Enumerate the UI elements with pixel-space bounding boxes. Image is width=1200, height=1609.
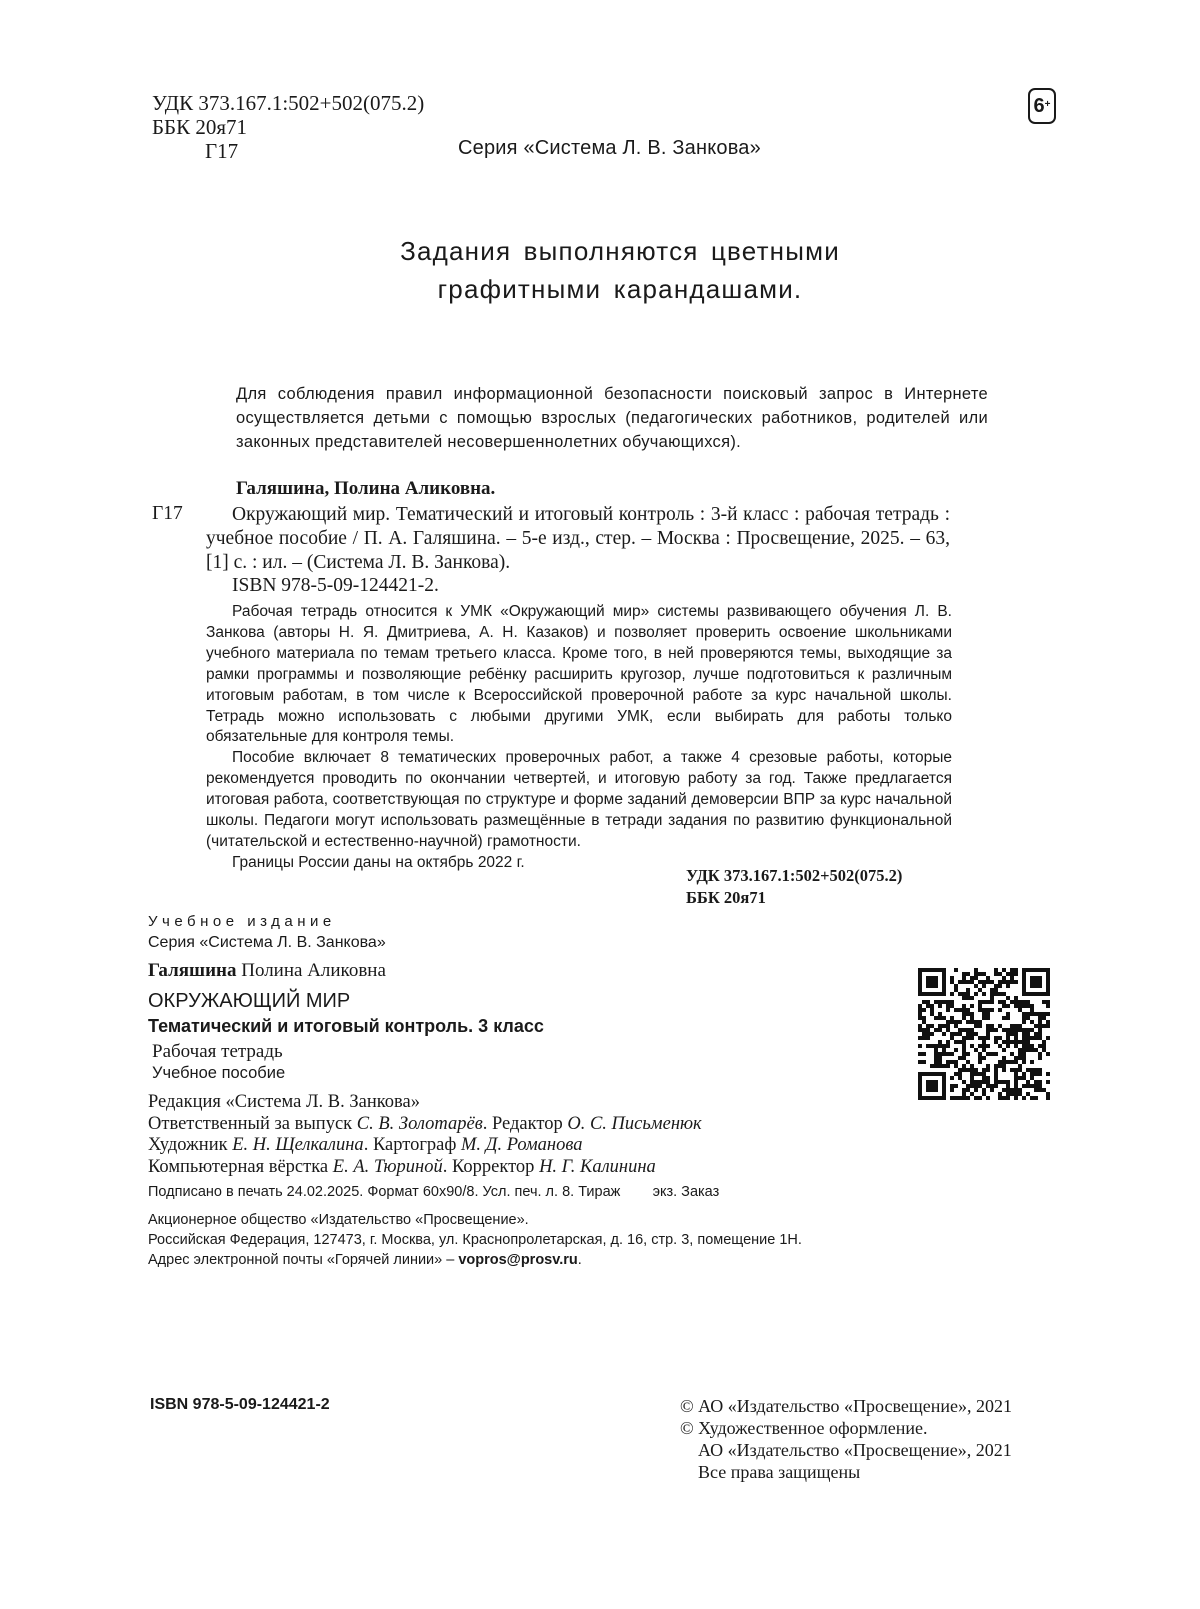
book-subtitle: Тематический и итоговый контроль. 3 класс xyxy=(148,1016,544,1036)
abstract-paragraph-3: Границы России даны на октябрь 2022 г. xyxy=(232,853,525,871)
abstract-paragraph-1: Рабочая тетрадь относится к УМК «Окружающий мир» системы развивающего обучения Л. В. Занкова (авторы Н. Я. Дмитриева, А. Н. Казаков) и позволяет проверить освоение школьниками учебного материала по темам третьего класса. Кроме того, в ней проверяются темы, выходящие за рамки программы и позволяющие ребёнку расширить кругозор, лучше подготовиться к различным итоговым работам, в том числе к Всероссийской проверочной работе за курс начальной школы. Тетрадь можно использовать с любыми другими УМК, если выбирать для работы только обязательные для контроля темы. xyxy=(206,603,952,746)
internet-safety-text: Для соблюдения правил информационной безопасности поисковый запрос в Интернете осуществляется детьми с помощью взрослых (педагогических работников, родителей или законных представителей несовершеннолетних обучающихся). xyxy=(236,385,988,451)
imprint-author-name: Полина Аликовна xyxy=(236,960,386,981)
hotline-end: . xyxy=(577,1252,582,1268)
credits-role: . Корректор xyxy=(442,1156,540,1177)
book-title: ОКРУЖАЮЩИЙ МИР xyxy=(148,990,351,1012)
age-rating-badge xyxy=(1028,88,1056,124)
book-type: Рабочая тетрадь xyxy=(152,1041,283,1062)
bbk-right: ББК 20я71 xyxy=(686,888,766,907)
hotline-email[interactable]: vopros@prosv.ru xyxy=(458,1252,578,1268)
rights-reserved: Все права защищены xyxy=(698,1462,861,1482)
edition-type: Учебное издание xyxy=(148,913,336,930)
credits-role: Ответственный за выпуск xyxy=(148,1113,357,1134)
credits-person: Н. Г. Калинина xyxy=(539,1156,656,1177)
credits-role: . Редактор xyxy=(482,1113,568,1134)
udk-code: УДК 373.167.1:502+502(075.2) xyxy=(152,91,425,115)
credits-person: Е. Н. Щелкалина xyxy=(232,1135,364,1155)
imprint-author xyxy=(148,960,386,982)
credits-person: Е. А. Тюриной xyxy=(332,1156,443,1177)
book-type-secondary: Учебное пособие xyxy=(152,1064,286,1082)
abstract xyxy=(206,602,952,874)
abstract-paragraph-2: Пособие включает 8 тематических проверочных работ, а также 4 срезовые работы, которые рекомендуется проводить по окончании четвертей, и итоговую работу за год. Также предлагается итоговая работа, соответствующая по структуре и форме заданий демоверсии ВПР за курс начальной школы. Педагоги могут использовать размещённые в тетради задания по развитию функциональной (читательской и естественно-научной) грамотности. xyxy=(206,749,952,850)
author-mark: Г17 xyxy=(205,139,239,163)
copyright-line-1: © АО «Издательство «Просвещение», 2021 xyxy=(680,1396,1012,1416)
udk-right-block xyxy=(686,865,902,909)
credits-editorial: Редакция «Система Л. В. Занкова» xyxy=(148,1092,420,1112)
udk-right: УДК 373.167.1:502+502(075.2) xyxy=(686,866,903,885)
publisher-address: Российская Федерация, 127473, г. Москва, ул. Краснопролетарская, д. 16, стр. 3, помещение 1Н. xyxy=(148,1232,802,1248)
copyright-line-3: АО «Издательство «Просвещение», 2021 xyxy=(698,1440,1012,1460)
credits-person: О. С. Письменюк xyxy=(567,1113,702,1134)
biblio-author: Галяшина, Полина Аликовна. xyxy=(236,478,496,499)
publisher-block xyxy=(148,1210,802,1270)
credits-role: . Картограф xyxy=(363,1135,462,1155)
imprint-author-surname: Галяшина xyxy=(148,960,237,981)
credits-role: Компьютерная вёрстка xyxy=(148,1156,333,1177)
age-rating-plus: + xyxy=(1044,98,1051,110)
credits-line-2 xyxy=(148,1114,702,1136)
bbk-code: ББК 20я71 xyxy=(152,115,248,139)
hotline-label: Адрес электронной почты «Горячей линии» – xyxy=(148,1252,459,1268)
copyright-block xyxy=(680,1395,1012,1483)
credits-line-4 xyxy=(148,1157,702,1179)
copyright-line-2: © Художественное оформление. xyxy=(680,1418,928,1438)
credits xyxy=(148,1092,702,1178)
footer-isbn: ISBN 978-5-09-124421-2 xyxy=(150,1396,330,1413)
imprint-series: Серия «Система Л. В. Занкова» xyxy=(148,934,386,951)
credits-role: Художник xyxy=(148,1135,233,1155)
series-title: Серия «Система Л. В. Занкова» xyxy=(458,137,761,159)
age-rating-number: 6 xyxy=(1033,94,1045,117)
biblio-isbn: ISBN 978-5-09-124421-2. xyxy=(232,575,439,596)
credits-person: М. Д. Романова xyxy=(461,1135,583,1155)
pencil-notice-line1: Задания выполняются цветными xyxy=(400,236,840,266)
credits-line-3 xyxy=(148,1135,702,1157)
hotline-email-line xyxy=(148,1250,802,1270)
publisher-name: Акционерное общество «Издательство «Просвещение». xyxy=(148,1212,529,1228)
biblio-description: Окружающий мир. Тематический и итоговый контроль : 3-й класс : рабочая тетрадь : учебное пособие / П. А. Галяшина. – 5-е изд., стер. – Москва : Просвещение, 2025. – 63, [1] с. : ил. – (Система Л. В. Занкова). xyxy=(206,504,950,573)
pencil-notice-line2: графитными карандашами. xyxy=(437,274,803,304)
pencil-notice xyxy=(340,232,900,308)
biblio-code: Г17 xyxy=(152,503,183,524)
print-info: Подписано в печать 24.02.2025. Формат 60x90/8. Усл. печ. л. 8. Тираж экз. Заказ xyxy=(148,1184,720,1200)
credits-person: С. В. Золотарёв xyxy=(356,1113,483,1134)
qr-code-icon xyxy=(918,968,1050,1100)
